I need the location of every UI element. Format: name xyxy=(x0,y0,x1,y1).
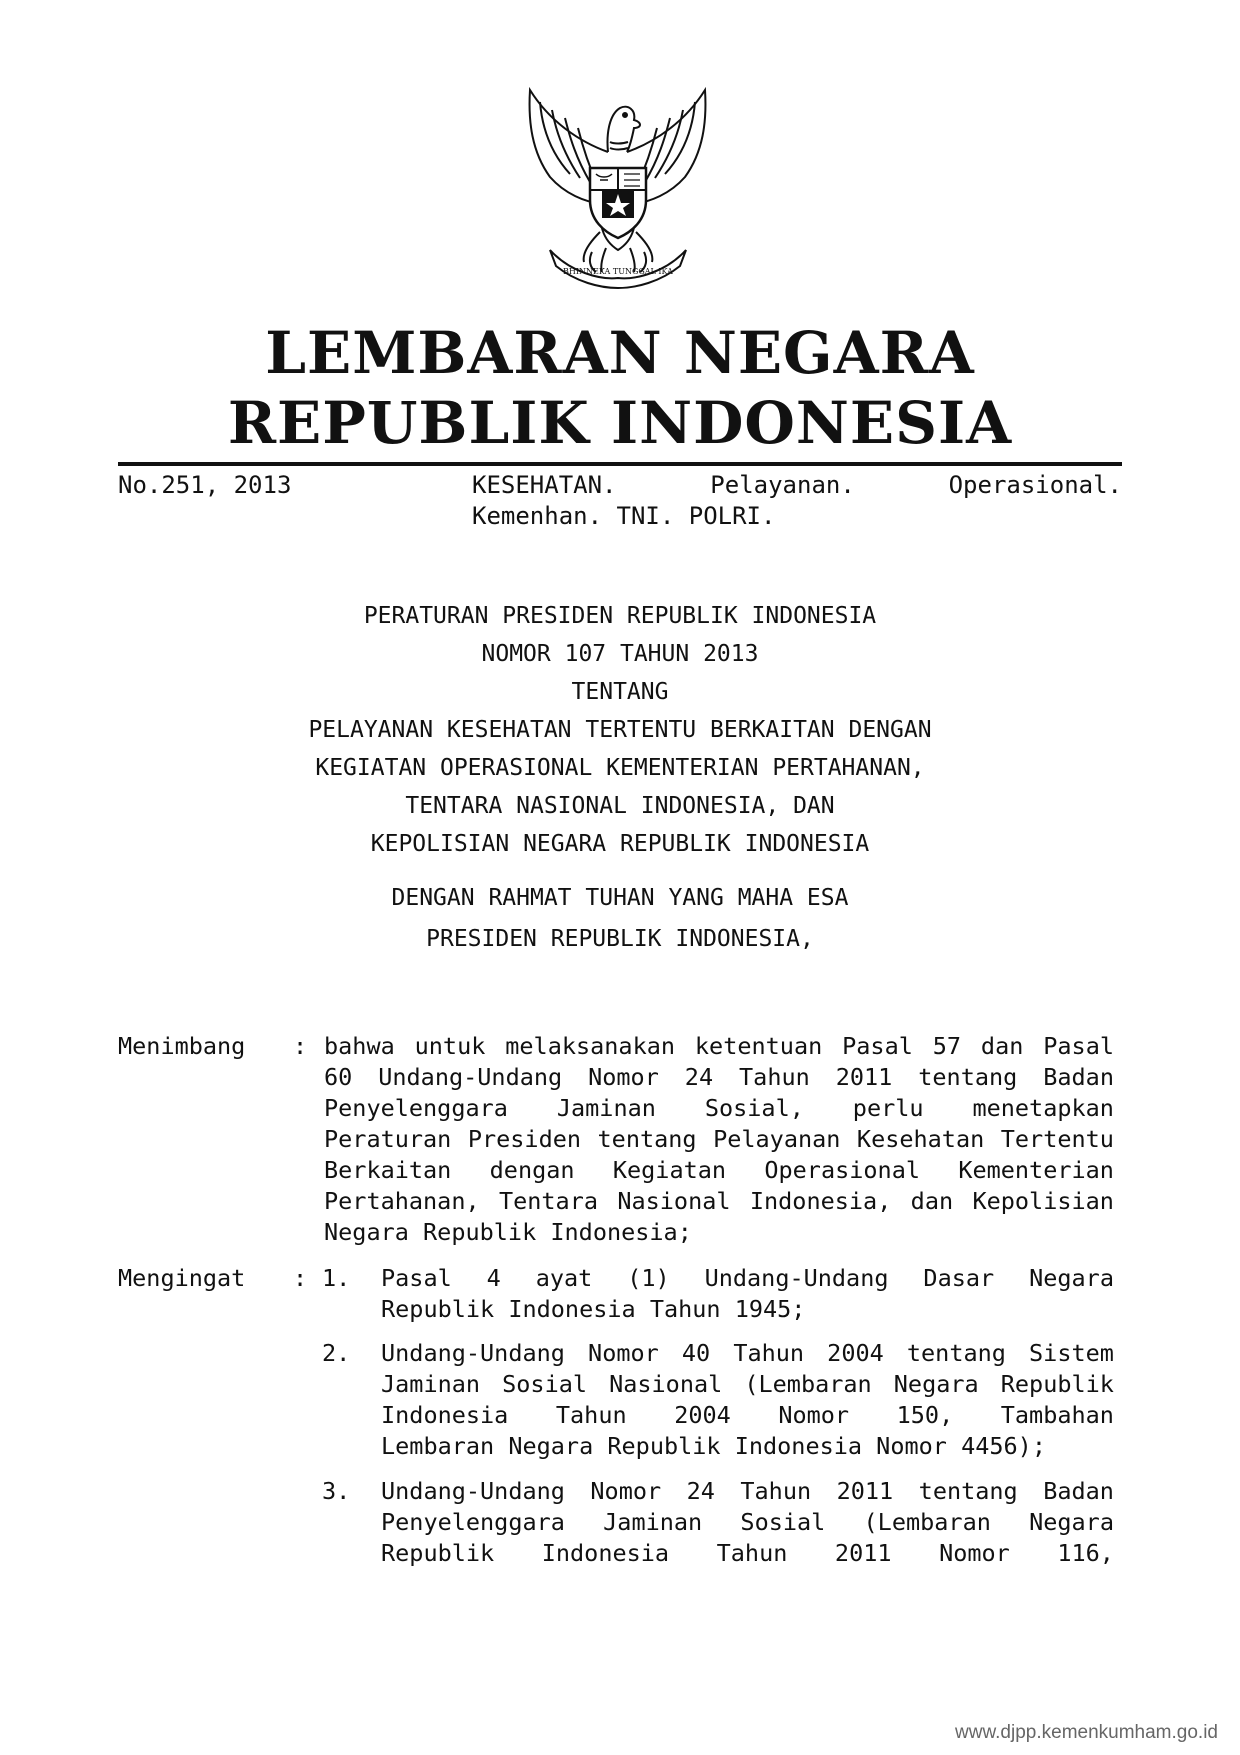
word: 2011 xyxy=(836,1477,894,1505)
word: Undang-Undang xyxy=(381,1477,565,1505)
word: Nomor xyxy=(778,1401,850,1429)
word: 150, xyxy=(896,1401,954,1429)
word: Operasional xyxy=(764,1156,920,1184)
item-line: Republik Indonesia Tahun 1945; xyxy=(381,1295,806,1323)
menimbang-text xyxy=(324,1031,1114,1248)
category-line-2: Kemenhan. TNI. POLRI. xyxy=(472,502,776,530)
word: 116, xyxy=(1057,1539,1114,1567)
preamble xyxy=(120,879,1120,958)
word: Peraturan xyxy=(324,1125,452,1153)
word: Jaminan xyxy=(381,1370,481,1398)
title-line: KEGIATAN OPERASIONAL KEMENTERIAN PERTAHANAN, xyxy=(315,755,925,781)
word: Negara xyxy=(1029,1264,1114,1292)
svg-text:BHINNEKA TUNGGAL IKA: BHINNEKA TUNGGAL IKA xyxy=(563,267,673,276)
word: tentang xyxy=(597,1125,697,1153)
word: 60 xyxy=(324,1063,353,1091)
title-line: PERATURAN PRESIDEN REPUBLIK INDONESIA xyxy=(363,603,877,629)
mengingat-item-number: 2. xyxy=(322,1339,351,1367)
word: Presiden xyxy=(467,1125,582,1153)
word: Jaminan xyxy=(556,1094,656,1122)
word: Negara xyxy=(1029,1508,1114,1536)
word: Indonesia xyxy=(381,1401,509,1429)
word: perlu xyxy=(852,1094,924,1122)
word: 2011 xyxy=(835,1063,893,1091)
category-word: KESEHATAN. xyxy=(472,471,617,499)
word: Penyelenggara xyxy=(324,1094,508,1122)
word: Pelayanan xyxy=(713,1125,841,1153)
word: Sosial xyxy=(502,1370,588,1398)
title-line: TENTARA NASIONAL INDONESIA, DAN xyxy=(405,793,835,819)
word: Tahun xyxy=(555,1401,627,1429)
title-line: PELAYANAN KESEHATAN TERTENTU BERKAITAN DENGAN xyxy=(308,717,932,743)
category-word: Pelayanan. xyxy=(710,471,855,499)
word: Pasal xyxy=(1043,1032,1114,1060)
word: Negara xyxy=(893,1370,979,1398)
word: dan xyxy=(910,1187,954,1215)
regulation-title xyxy=(120,597,1120,863)
item-line xyxy=(381,1338,1114,1369)
word: Sistem xyxy=(1029,1339,1114,1367)
word: Badan xyxy=(1043,1063,1114,1091)
word: Republik xyxy=(381,1539,495,1567)
word: Kepolisian xyxy=(972,1187,1114,1215)
menimbang-line xyxy=(324,1186,1114,1217)
word: dan xyxy=(980,1032,1024,1060)
gazette-number: No.251, 2013 xyxy=(118,471,292,499)
item-line: Lembaran Negara Republik Indonesia Nomor 4456); xyxy=(381,1432,1046,1460)
word: Tahun xyxy=(716,1539,788,1567)
word: Sosial xyxy=(740,1508,826,1536)
word: Penyelenggara xyxy=(381,1508,565,1536)
mengingat-item-number: 3. xyxy=(322,1477,351,1505)
word: tentang xyxy=(918,1063,1018,1091)
preamble-line-2: PRESIDEN REPUBLIK INDONESIA, xyxy=(426,926,814,952)
mengingat-item xyxy=(381,1476,1114,1569)
word: Berkaitan xyxy=(324,1156,452,1184)
masthead-line-2: REPUBLIK INDONESIA xyxy=(227,389,1013,457)
word: Jaminan xyxy=(603,1508,703,1536)
garuda-pancasila-emblem xyxy=(510,82,725,297)
word: Tahun xyxy=(739,1063,810,1091)
title-line: TENTANG xyxy=(571,679,669,705)
word: Tambahan xyxy=(1000,1401,1114,1429)
word: Pasal xyxy=(381,1264,452,1292)
word: 40 xyxy=(681,1339,711,1367)
word: Nasional xyxy=(609,1370,723,1398)
word: Nomor xyxy=(588,1339,659,1367)
word: Undang-Undang xyxy=(704,1264,889,1292)
title-line: NOMOR 107 TAHUN 2013 xyxy=(481,641,759,667)
word: bahwa xyxy=(324,1032,395,1060)
word: Pasal xyxy=(842,1032,913,1060)
menimbang-line xyxy=(324,1031,1114,1062)
word: Republik xyxy=(1000,1370,1114,1398)
menimbang-line xyxy=(324,1124,1114,1155)
item-line xyxy=(381,1400,1114,1431)
word: Badan xyxy=(1043,1477,1114,1505)
word: ketentuan xyxy=(694,1032,823,1060)
word: tentang xyxy=(918,1477,1018,1505)
word: ayat xyxy=(535,1264,593,1292)
word: Nasional xyxy=(617,1187,731,1215)
word: (Lembaran xyxy=(863,1508,991,1536)
word: Kementerian xyxy=(958,1156,1114,1184)
word: Nomor xyxy=(939,1539,1010,1567)
mengingat-item-number: 1. xyxy=(322,1264,351,1292)
word: 2004 xyxy=(674,1401,731,1429)
word: Kesehatan xyxy=(856,1125,985,1153)
word: (1) xyxy=(627,1264,670,1292)
masthead-divider xyxy=(118,462,1122,466)
category-word: Operasional. xyxy=(948,471,1122,499)
word: Tertentu xyxy=(1000,1125,1114,1153)
title-line: KEPOLISIAN NEGARA REPUBLIK INDONESIA xyxy=(370,831,870,857)
word: melaksanakan xyxy=(505,1032,676,1060)
word: tentang xyxy=(906,1339,1006,1367)
word: Indonesia xyxy=(541,1539,670,1567)
item-line xyxy=(381,1263,1114,1294)
word: Kegiatan xyxy=(612,1156,727,1184)
menimbang-colon: : xyxy=(293,1032,308,1060)
mengingat-label: Mengingat xyxy=(118,1264,246,1292)
mengingat-item xyxy=(381,1263,1114,1325)
word: Tahun xyxy=(740,1477,812,1505)
menimbang-line xyxy=(324,1155,1114,1186)
word: Nomor xyxy=(590,1477,662,1505)
word: (Lembaran xyxy=(744,1370,872,1398)
word: 24 xyxy=(686,1477,715,1505)
menimbang-line xyxy=(324,1093,1114,1124)
word: untuk xyxy=(414,1032,486,1060)
word: Tentara xyxy=(498,1187,599,1215)
word: Dasar xyxy=(923,1264,995,1292)
menimbang-line: Negara Republik Indonesia; xyxy=(324,1218,692,1246)
word: 57 xyxy=(932,1032,962,1060)
gazette-category xyxy=(472,470,1122,532)
word: dengan xyxy=(489,1156,575,1184)
mengingat-item xyxy=(381,1338,1114,1462)
word: 24 xyxy=(684,1063,714,1091)
word: Undang-Undang xyxy=(381,1339,565,1367)
word: 2011 xyxy=(834,1539,892,1567)
word: Pertahanan, xyxy=(324,1187,480,1215)
masthead-line-1: LEMBARAN NEGARA xyxy=(265,319,975,387)
word: Indonesia, xyxy=(749,1187,892,1215)
footer-website-link[interactable]: www.djpp.kemenkumham.go.id xyxy=(955,1722,1218,1743)
word: menetapkan xyxy=(972,1094,1114,1122)
preamble-line-1: DENGAN RAHMAT TUHAN YANG MAHA ESA xyxy=(391,885,849,911)
item-line xyxy=(381,1538,1114,1569)
menimbang-line xyxy=(324,1062,1114,1093)
word: Undang-Undang xyxy=(378,1063,563,1091)
item-line xyxy=(381,1476,1114,1507)
word: 2004 xyxy=(827,1339,884,1367)
item-line xyxy=(381,1507,1114,1538)
item-line xyxy=(381,1369,1114,1400)
word: Sosial, xyxy=(704,1094,804,1122)
word: 4 xyxy=(486,1264,501,1292)
menimbang-label: Menimbang xyxy=(118,1032,246,1060)
word: Nomor xyxy=(588,1063,659,1091)
word: Tahun xyxy=(733,1339,805,1367)
mengingat-colon: : xyxy=(293,1264,308,1292)
